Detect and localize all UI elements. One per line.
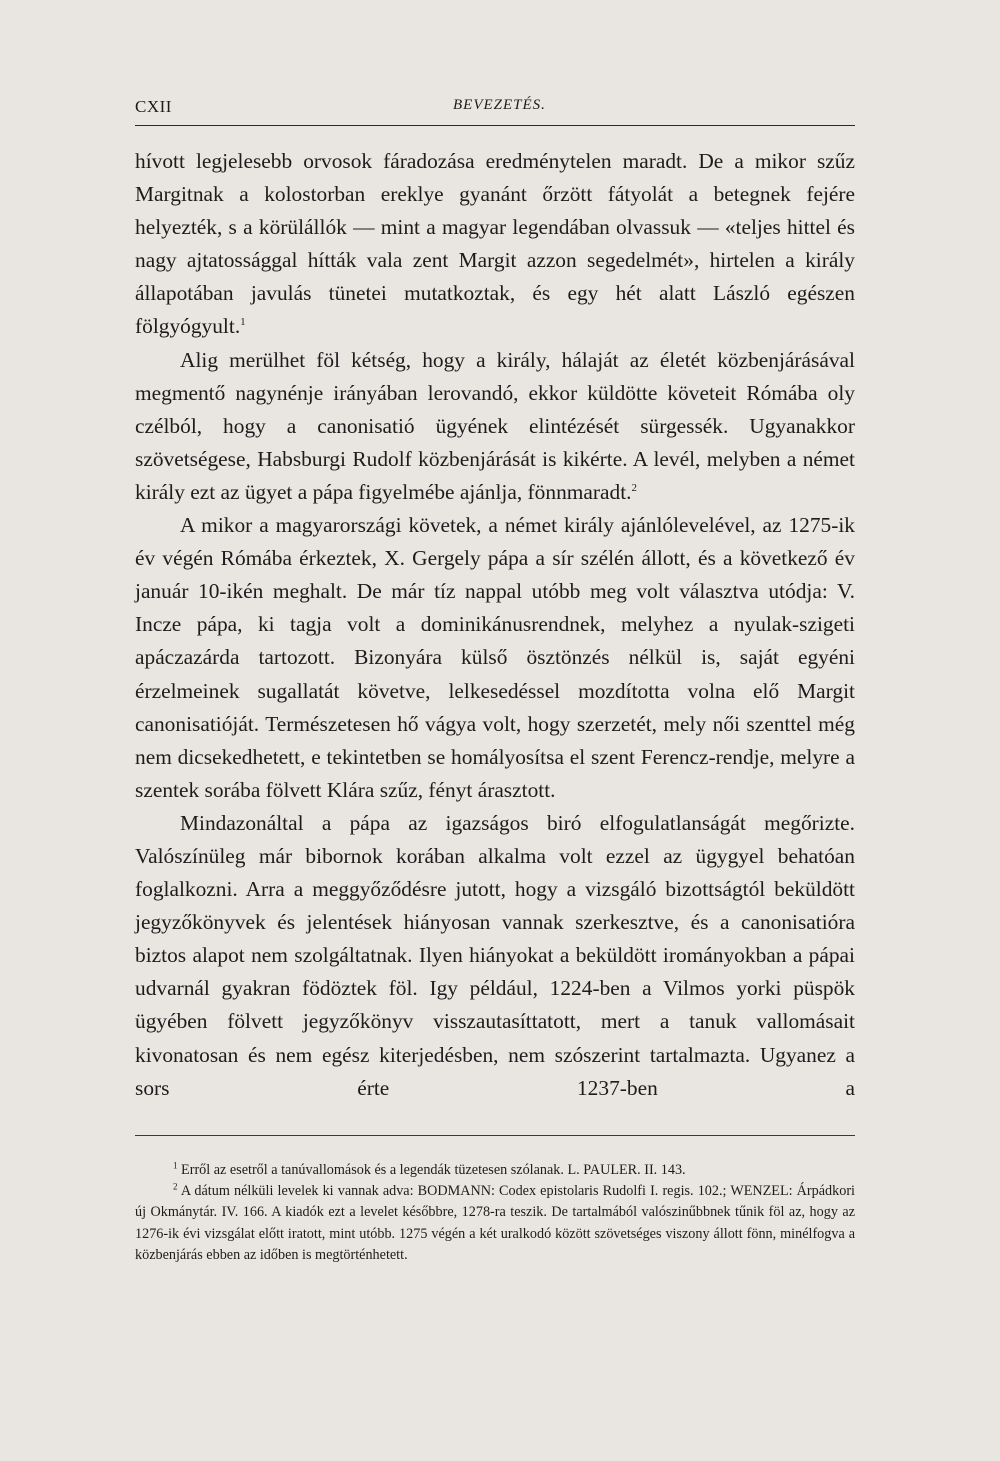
footnotes	[135, 1160, 855, 1266]
footnote	[135, 1160, 855, 1181]
paragraph	[135, 344, 855, 509]
paragraph-text: Alig merülhet föl kétség, hogy a király, hálaját az életét közbenjárásával megmentő nagynénje irányában lerovandó, ekkor küldötte követeit Rómába oly czélból, hogy a canonisatió ügyének elintézését sürgessék. Ugyanakkor szövetségese, Habsburgi Rudolf közbenjárását is kikérte. A levél, melyben a német király ezt az ügyet a pápa figyelmébe ajánlja, fönnmaradt.	[135, 347, 855, 504]
running-title: BEVEZETÉS.	[453, 97, 546, 113]
paragraph-text: A mikor a magyarországi követek, a német király ajánlólevelével, az 1275-ik év végén Rómába érkeztek, X. Gergely pápa a sír szélén állott, és a következő év január 10-ikén meghalt. De már tíz nappal utóbb meg volt választva utódja: V. Incze pápa, ki tagja volt a dominikánusrendnek, melyhez a nyulak-szigeti apáczazárda tartozott. Bizonyára külső ösztönzés nélkül is, saját egyéni érzelmeinek sugallatát követve, lelkesedéssel mozdította volna elő Margit canonisatióját. Természetesen hő vágya volt, hogy szerzetét, mely női szenttel még nem dicsekedhetett, e tekintetben se homályosítsa el szent Ferencz-rendje, melyre a szentek sorába fölvett Klára szűz, fényt árasztott.	[135, 513, 855, 802]
footnote-mark: 2	[173, 1181, 178, 1192]
footnote-text: Erről az esetről a tanúvallomások és a legendák tüzetesen szólanak. L. PAULER. II. 143.	[181, 1162, 686, 1178]
page-number: CXII	[135, 97, 172, 116]
footnote-reference: 2	[631, 481, 638, 494]
paragraph	[135, 145, 855, 344]
main-text	[135, 145, 855, 1105]
footnote-text: A dátum nélküli levelek ki vannak adva: BODMANN: Codex epistolaris Rudolfi I. regis. 102.; WENZEL: Árpádkori új Okmánytár. IV. 166. A kiadók ezt a levelet későbbre, 1278-ra teszik. De tartalmából valószinűbbnek tűnik föl az, hogy az 1276-ik évi vizsgálat előtt iratott, mint utóbb. 1275 végén a két uralkodó között szövetséges viszony állott fönn, minélfogva a közbenjárás ebben az időben is megtörténhetett.	[135, 1183, 855, 1263]
header-rule	[135, 125, 855, 126]
footnote-mark: 1	[173, 1160, 178, 1171]
paragraph	[135, 807, 855, 1105]
page-header	[135, 97, 855, 127]
footnote-reference: 1	[240, 316, 246, 329]
footnote	[135, 1181, 855, 1266]
footnote-rule	[135, 1135, 855, 1136]
paragraph-text: hívott legjelesebb orvosok fáradozása eredménytelen maradt. De a mikor szűz Margitnak a kolostorban ereklye gyanánt őrzött fátyolát a betegnek fejére helyezték, s a körülállók — mint a magyar legendában olvassuk — «teljes hittel és nagy ajtatossággal hítták vala zent Margit azzon segedelmét», hirtelen a király állapotában javulás tünetei mutatkoztak, és egy hét alatt László egészen fölgyógyult.	[135, 149, 855, 339]
paragraph-text: Mindazonáltal a pápa az igazságos biró elfogulatlanságát megőrizte. Valószínüleg már bibornok korában alkalma volt ezzel az ügygyel behatóan foglalkozni. Arra a meggyőződésre jutott, hogy a vizsgáló bizottságtól beküldött jegyzőkönyvek és jelentések hiányosan vannak szerkesztve, és a canonisatióra biztos alapot nem szolgáltatnak. Ilyen hiányokat a beküldött irományokban a pápai udvarnál gyakran födöztek föl. Igy például, 1224-ben a Vilmos yorki püspök ügyében fölvett jegyzőkönyv visszautasíttatott, mert a tanuk vallomásait kivonatosan és nem egész kiterjedésben, nem szószerint tartalmazta. Ugyanez a sors érte 1237-ben a	[135, 810, 855, 1100]
paragraph	[135, 509, 855, 807]
